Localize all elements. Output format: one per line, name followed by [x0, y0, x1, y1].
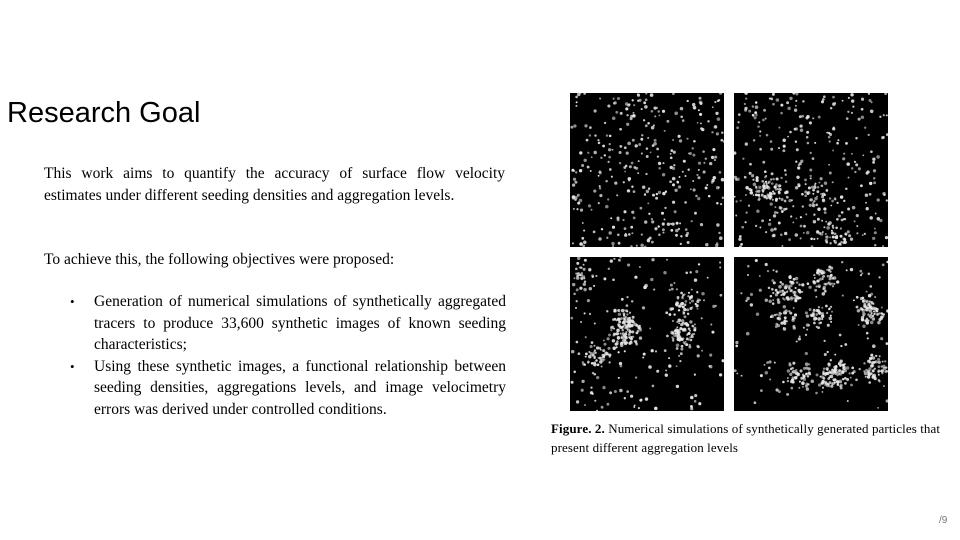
simulation-figure: [569, 92, 891, 413]
simulation-panel-low-aggregation: [570, 93, 724, 247]
simulation-panel-high-aggregation: [734, 257, 888, 411]
figure-caption-label: Figure. 2.: [551, 421, 605, 436]
objectives-list: [66, 291, 506, 420]
particle-field: [570, 93, 724, 247]
objective-item: [66, 356, 506, 421]
bullet-icon: •: [70, 358, 75, 374]
particle-field: [734, 257, 888, 411]
slide-title: Research Goal: [7, 97, 201, 129]
figure-caption-text: Numerical simulations of synthetically generated particles that present different aggregation levels: [551, 421, 941, 455]
objectives-lead: To achieve this, the following objectives were proposed:: [44, 251, 395, 268]
bullet-icon: •: [70, 294, 75, 309]
objective-text: Using these synthetic images, a functional relationship between seeding densities, aggregations levels, and image velocimetry errors was derived under controlled conditions.: [94, 357, 506, 418]
particle-field: [570, 257, 724, 411]
figure-caption: [551, 419, 946, 457]
intro-paragraph: This work aims to quantify the accuracy of surface flow velocity estimates under different seeding densities and aggregation levels.: [44, 165, 505, 204]
objective-text: Generation of numerical simulations of synthetically aggregated tracers to produce 33,600 synthetic images of known seeding characteristics;: [94, 293, 506, 353]
objective-item: [66, 291, 506, 356]
simulation-panel-mild-aggregation: [734, 93, 888, 247]
page-number: /9: [939, 515, 948, 526]
simulation-panel-medium-aggregation: [570, 257, 724, 411]
particle-field: [734, 93, 888, 247]
